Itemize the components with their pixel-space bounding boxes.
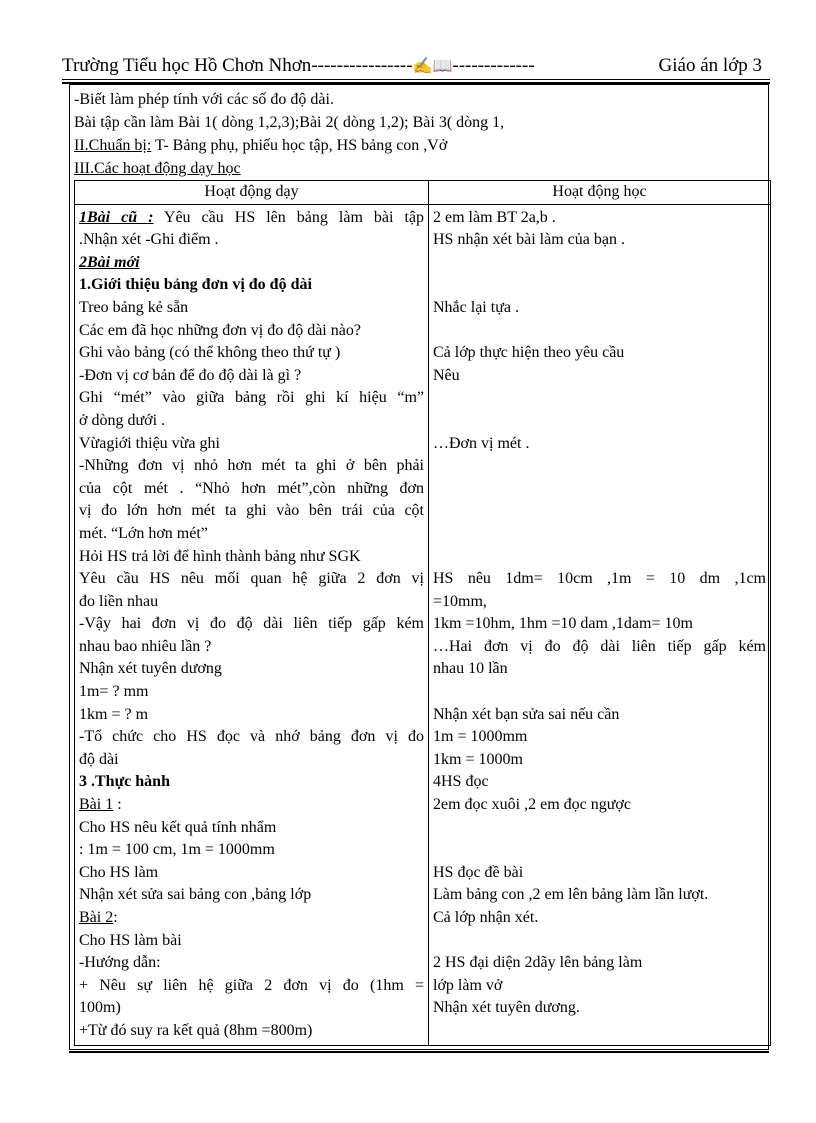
pen-book-icon: ✍📖	[412, 58, 453, 75]
school-name: Trường Tiểu học Hồ Chơn Nhơn	[62, 55, 312, 76]
preparation-label: II.Chuẩn bị:	[74, 137, 152, 154]
section-heading: 1.Giới thiệu bảng đơn vị đo độ dài	[79, 276, 312, 294]
page-header	[62, 52, 762, 80]
preparation-text: T- Bảng phụ, phiếu học tập, HS bảng con ,Vở	[151, 137, 448, 154]
lesson-intro	[74, 88, 764, 180]
teacher-activities: 1Bài cũ : Yêu cầu HS lên bảng làm bài tập .Nhận xét -Ghi điểm . 2Bài mới 1.Giới thiệu bảng đơn vị đo độ dài Treo bảng kẻ sẵn Các em đã học những đơn vị đo độ dài nào? Ghi vào bảng (có thể không theo thứ tự ) -Đơn vị cơ bản để đo độ dài là gì ? Ghi “mét” vào giữa bảng rồi ghi kí hiệu “m” ở dòng dưới . Vừagiới thiệu vừa ghi -Những đơn vị nhỏ hơn mét ta ghi ở bên phải của cột mét . “Nhỏ hơn mét”,còn những đơn vị đo lớn hơn mét ta ghi vào bên trái của cột mét. “Lớn hơn mét” Hỏi HS trả lời để hình thành bảng như SGK Yêu cầu HS nêu mối quan hệ giữa 2 đơn vị đo liền nhau -Vậy hai đơn vị đo độ dài liên tiếp gấp kém nhau bao nhiêu lần ? Nhận xét tuyên dương 1m= ? mm 1km = ? m -Tổ chức cho HS đọc và nhớ bảng đơn vị đo độ dài 3 .Thực hành Bài 1 : Cho HS nêu kết quả tính nhẩm : 1m = 100 cm, 1m = 1000mm Cho HS làm Nhận xét sửa sai bảng con ,bảng lớp Bài 2: Cho HS làm bài -Hướng dẫn: + Nêu sự liên hệ giữa 2 đơn vị đo (1hm = 100m) +Từ đó suy ra kết quả (8hm =800m)	[75, 204, 429, 1045]
activities-heading: III.Các hoạt động dạy học	[74, 160, 241, 177]
teacher-column-header: Hoạt động dạy	[75, 181, 429, 205]
exercises-line: Bài tập cần làm Bài 1( dòng 1,2,3);Bài 2( dòng 1,2); Bài 3( dòng 1,	[74, 114, 505, 131]
table-row	[75, 204, 771, 1045]
footer-rule	[69, 1051, 769, 1053]
header-dashes-left: ----------------	[311, 55, 413, 76]
header-dashes-right: -------------	[452, 55, 535, 76]
header-rule	[62, 79, 770, 80]
section-heading: 3 .Thực hành	[79, 773, 170, 791]
header-left	[62, 52, 535, 81]
subject-title: Giáo án lớp 3	[658, 55, 762, 76]
table-header-row	[75, 181, 771, 205]
objective-line: -Biết làm phép tính với các số đo độ dài.	[74, 91, 334, 108]
activities-table	[74, 180, 771, 1046]
student-activities: 2 em làm BT 2a,b . HS nhận xét bài làm của bạn . Nhắc lại tựa . Cả lớp thực hiện theo yêu cầu Nêu …Đơn vị mét . HS nêu 1dm= 10cm ,1m = 10 dm ,1cm =10mm, 1km =10hm, 1hm =10 dam ,1dam= 10m …Hai đơn vị đo độ dài liên tiếp gấp kém nhau 10 lần Nhận xét bạn sửa sai nếu cần 1m = 1000mm 1km = 1000m 4HS đọc 2em đọc xuôi ,2 em đọc ngược HS đọc đề bài Làm bảng con ,2 em lên bảng làm lần lượt. Cả lớp nhận xét. 2 HS đại diện 2dãy lên bảng làm lớp làm vở Nhận xét tuyên dương.	[429, 204, 771, 1045]
new-lesson-heading: 2Bài mới	[79, 253, 140, 271]
student-column-header: Hoạt động học	[429, 181, 771, 205]
preparation-line	[74, 134, 764, 157]
